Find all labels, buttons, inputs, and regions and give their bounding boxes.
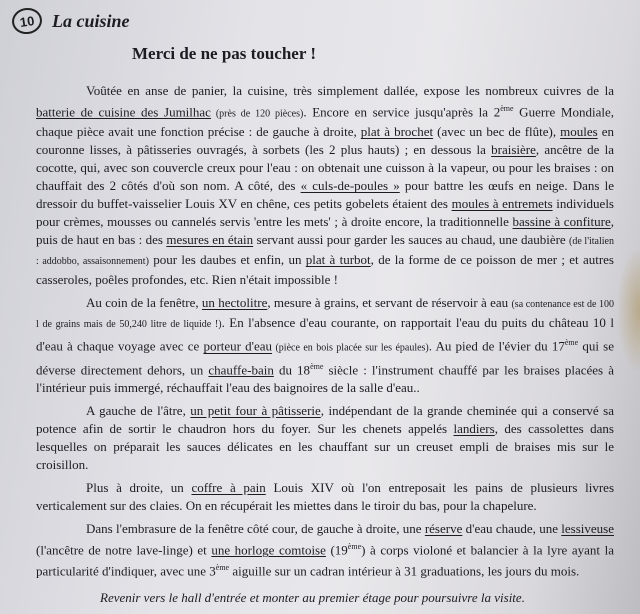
page-header xyxy=(12,8,130,34)
text: Dans l'embrasure de la fenêtre côté cour, de gauche à droite, une xyxy=(86,520,425,536)
text: , ancêtre de la cocotte, qui, avec son couvercle creux pour l'eau : on obtenait une cuisson à la vapeur, ou pour les braises : on chauffait des 2 côtés d'où son nom. A côté, des xyxy=(36,142,614,194)
superscript: ème xyxy=(347,541,362,551)
text: , mesure à grains, et servant de réservoir à eau xyxy=(267,295,512,311)
visit-instruction: Revenir vers le hall d'entrée et monter au premier étage pour poursuivre la visite. xyxy=(100,590,525,605)
note: (pièce en bois placée sur les épaules) xyxy=(272,342,429,354)
term: une horloge comtoise xyxy=(211,542,326,558)
text: Louis XIV où l'on entreposait les pains de plusieurs livres verticalement sur des claies. On en récupérait les miettes dans le tiroir du bas, pour la chapelure. xyxy=(36,479,615,513)
paragraph-hectolitre xyxy=(36,294,614,397)
superscript: ème xyxy=(310,361,324,371)
superscript: ème xyxy=(500,104,514,113)
text: (19 xyxy=(325,542,348,558)
text: (avec un bec de flûte), xyxy=(433,124,561,140)
term: plat à turbot xyxy=(305,252,371,268)
paragraph-embrasure xyxy=(36,520,614,581)
text: pour les daubes et enfin, un xyxy=(148,252,306,268)
text: , des cassolettes dans lesquelles on préparait les sauces délicates en les chauffant sur un creuset empli de braises mis sur le croisillon. xyxy=(36,420,614,472)
term: bassine à confiture xyxy=(512,214,611,230)
text: . En l'absence d'eau courante, on rapportait l'eau du puits du château 10 l d'eau à chaque voyage avec ce xyxy=(36,315,614,354)
term: coffre à pain xyxy=(191,479,266,495)
term: braisière xyxy=(491,142,536,158)
term: moules xyxy=(560,124,598,140)
text: (l'ancêtre de notre lave-linge) et xyxy=(36,542,212,558)
text: Plus à droite, un xyxy=(86,479,192,495)
light-glare xyxy=(618,250,640,370)
term: batterie de cuisine des Jumilhac xyxy=(36,104,211,120)
text: , puis de haut en bas : des xyxy=(36,214,614,248)
paragraph-batterie xyxy=(36,82,614,289)
text: en couronne lisses, à pâtisseries ouvragés, à sorbets (les 2 plus hauts) ; en dessous la xyxy=(36,124,615,158)
text: du 18 xyxy=(273,361,311,377)
text: servant aussi pour garder les sauces au chaud, une daubière xyxy=(253,232,570,248)
text: siècle : l'instrument chauffé par les braises placées à l'intérieur puis immergé, réchauffait l'eau des baignoires de la salle d'eau.. xyxy=(36,361,614,395)
document-body xyxy=(36,82,614,586)
text: . Au pied de l'évier du 17 xyxy=(428,338,565,354)
text: Voûtée en anse de panier, la cuisine, très simplement dallée, expose les nombreux cuivres de la xyxy=(86,83,614,98)
text: A gauche de l'âtre, xyxy=(86,402,191,418)
text: pour battre les œufs en neige. Dans le dressoir du buffet-vaisselier Louis XV en chêne, ces petits gobelets étaient des xyxy=(36,178,615,212)
text: qui se déverse directement dehors, un xyxy=(36,338,614,377)
text: Au coin de la fenêtre, xyxy=(86,295,202,311)
note: (de l'italien : addobbo, assaisonnement) xyxy=(36,236,614,268)
term: moules à entremets xyxy=(451,196,553,212)
term: landiers xyxy=(453,420,495,436)
term: chauffe-bain xyxy=(208,361,274,377)
term: mesures en étain xyxy=(166,232,254,248)
superscript: ème xyxy=(564,338,579,348)
paragraph-coffre xyxy=(36,479,614,515)
superscript: ème xyxy=(215,563,230,573)
term: réserve xyxy=(424,520,463,536)
page-number-badge: 10 xyxy=(10,6,43,36)
text: , de la forme de ce poisson de mer ; et autres casseroles, poêles profondes, etc. Rien n'était impossible ! xyxy=(36,252,614,288)
note: (sa contenance est de 100 l de grains mais de 50,240 litre de liquide !) xyxy=(36,299,614,331)
term: lessiveuse xyxy=(561,520,614,536)
term: un hectolitre xyxy=(201,295,268,311)
note: (près de 120 pièces) xyxy=(210,108,304,120)
term: un petit four à pâtisserie xyxy=(190,402,321,418)
text: aiguille sur un cadran intérieur à 31 graduations, les jours du mois. xyxy=(229,563,580,579)
paragraph-four xyxy=(36,402,614,474)
term: porteur d'eau xyxy=(203,338,273,354)
page-title: La cuisine xyxy=(52,10,130,31)
term: plat à brochet xyxy=(360,124,434,140)
text: ) à corps violoné et balancier à la lyre ayant la particularité d'indiquer, avec une 3 xyxy=(36,542,614,579)
text: d'eau chaude, une xyxy=(462,520,562,536)
term: « culs-de-poules » xyxy=(300,178,400,194)
text: Guerre Mondiale, chaque pièce avait une fonction précise : de gauche à droite, xyxy=(36,104,614,140)
text: , indépendant de la grande cheminée qui a conservé sa potence afin de sortir le chaudron hors du foyer. Sur les chenets appelés xyxy=(36,402,614,436)
notice-heading: Merci de ne pas toucher ! xyxy=(132,44,316,63)
text: . Encore en service jusqu'après la 2 xyxy=(303,104,501,120)
text: individuels pour crèmes, mousses ou cannelés servis 'entre les mets' ; à droite encore, la traditionnelle xyxy=(36,196,614,230)
